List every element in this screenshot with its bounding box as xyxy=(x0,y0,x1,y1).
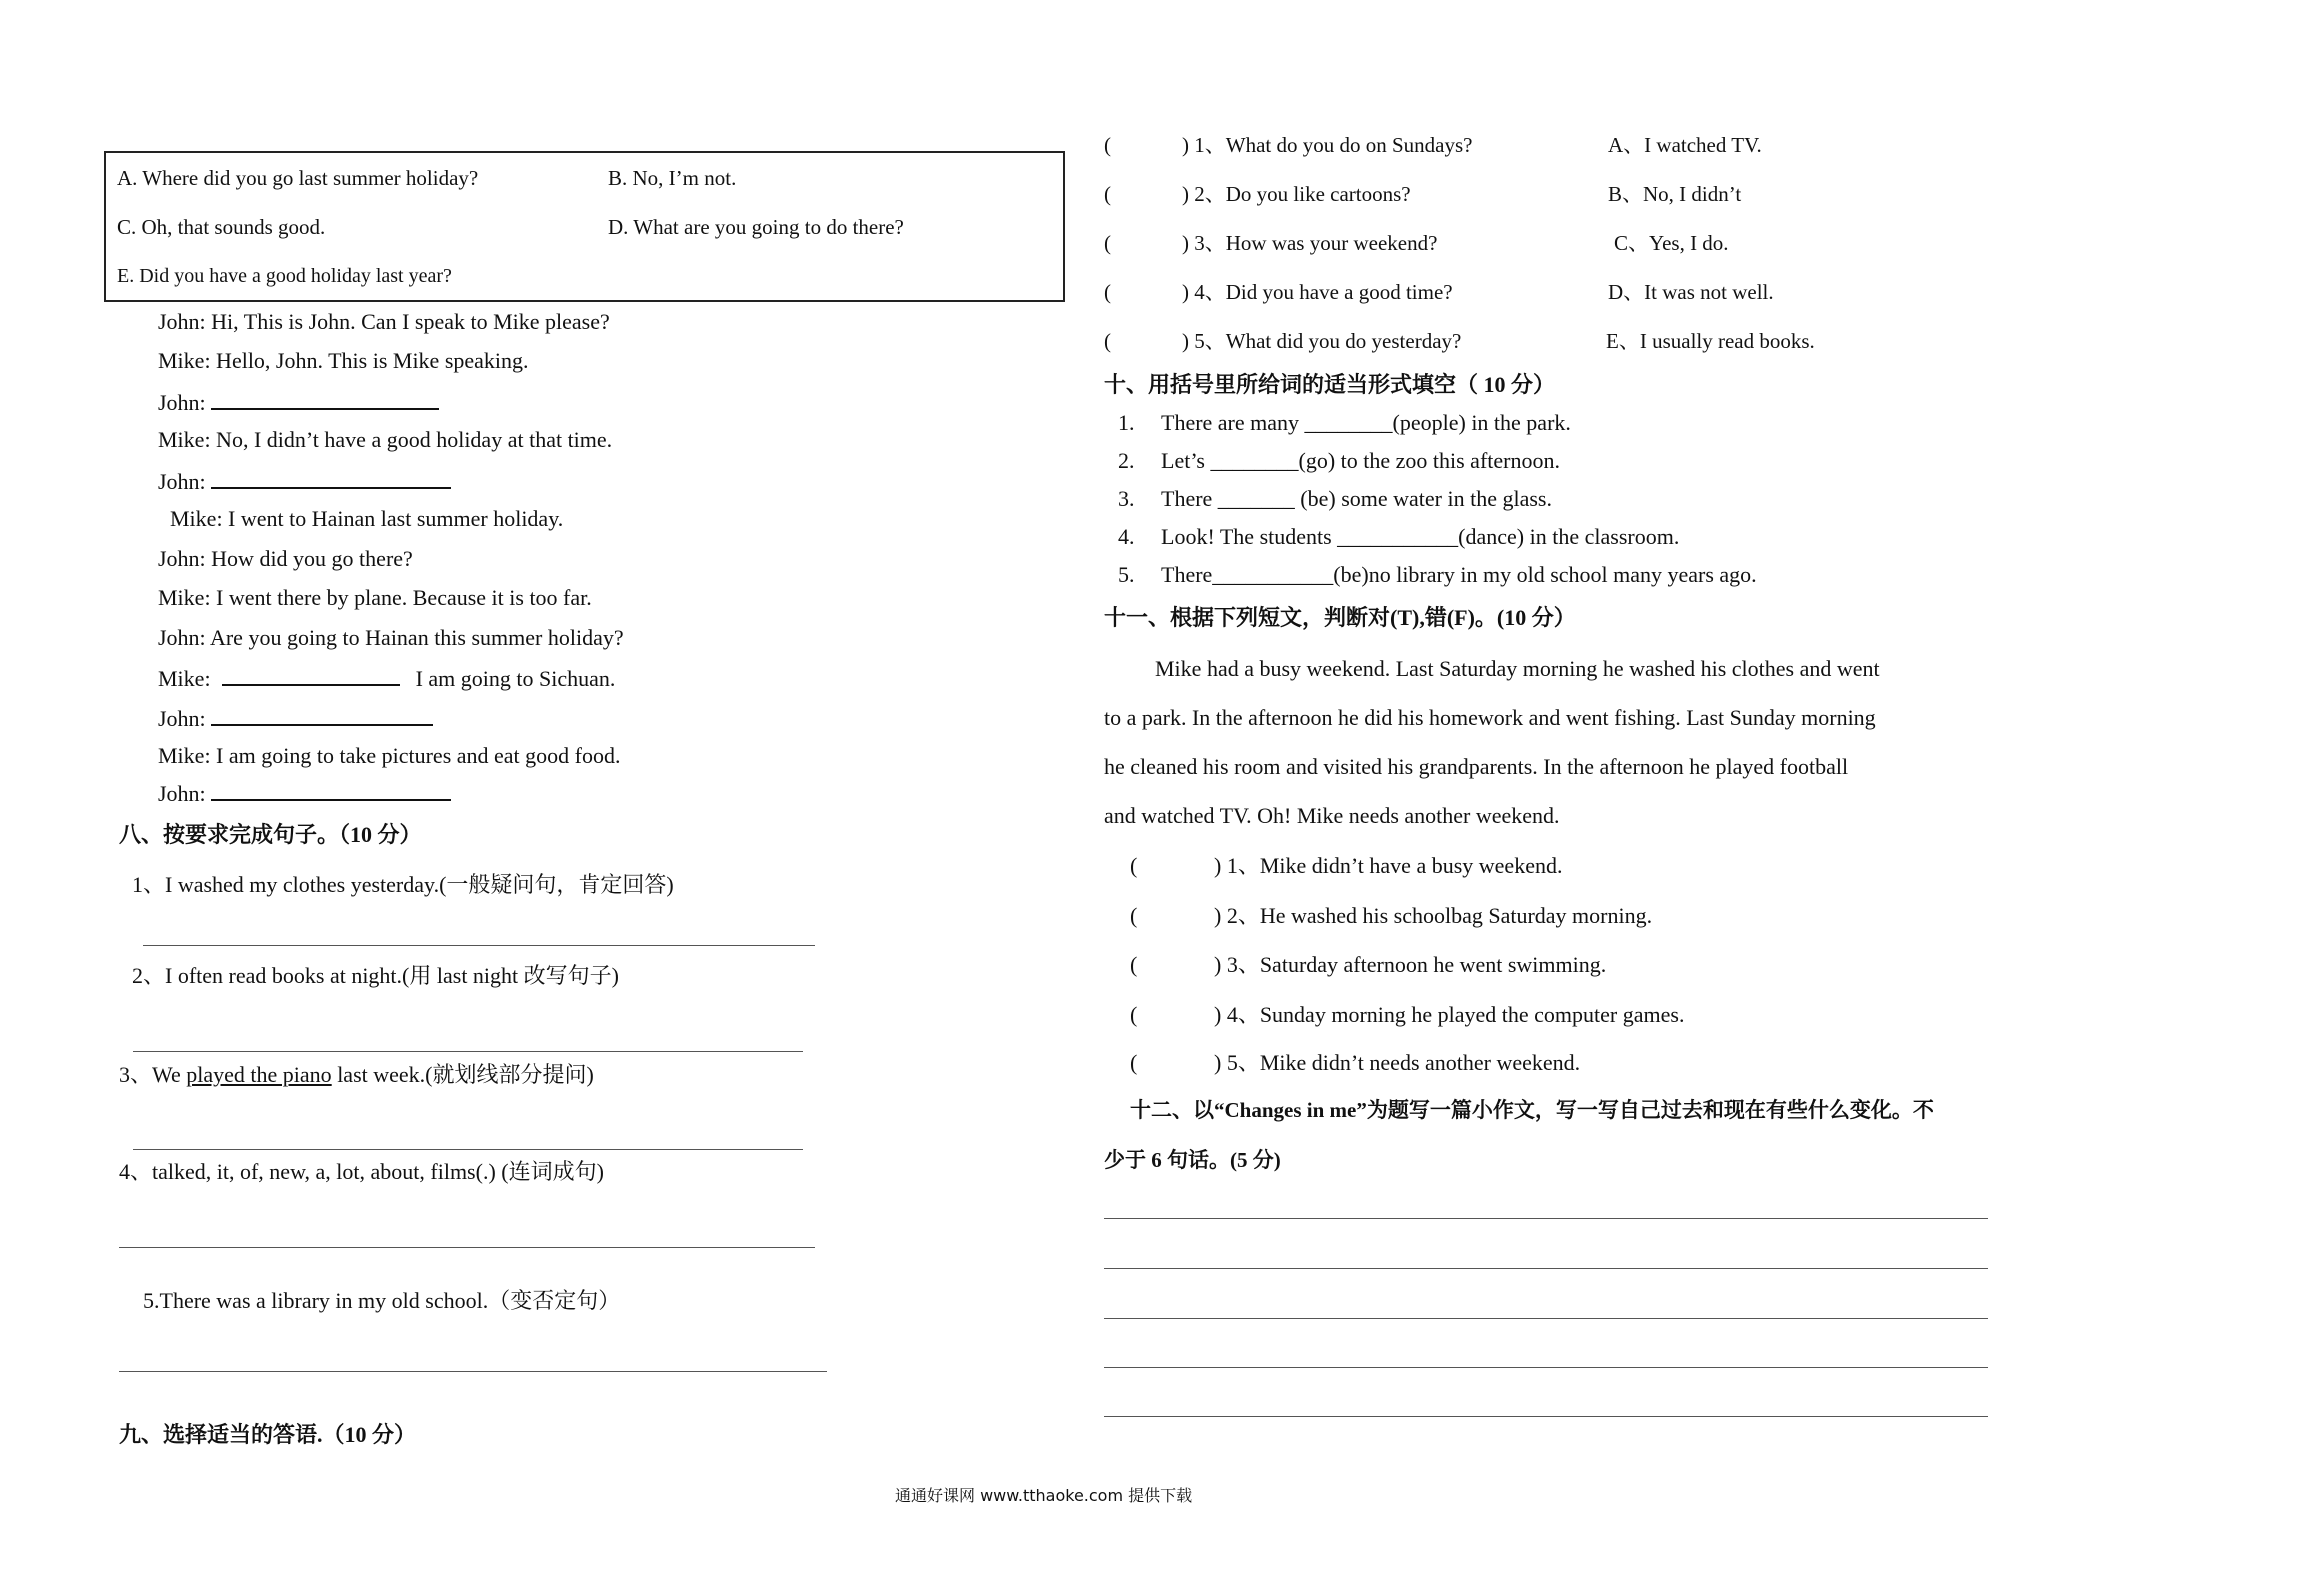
section12-title-line-1: 十二、以“Changes in me”为题写一篇小作文，写一写自己过去和现在有些什么变化。不 xyxy=(1130,1098,1934,1122)
answer-blank[interactable] xyxy=(211,469,451,489)
option-e: E. Did you have a good holiday last year? xyxy=(117,265,452,287)
s9-paren-4: ( xyxy=(1104,280,1111,304)
s9-paren-5: ( xyxy=(1104,329,1111,353)
dialogue-line-10: Mike: I am going to Sichuan. xyxy=(158,666,616,691)
answer-line[interactable] xyxy=(133,1149,803,1150)
s10-item-3: There _______ (be) some water in the glass. xyxy=(1161,486,1552,511)
s10-num-3: 3. xyxy=(1118,486,1135,511)
s10-num-5: 5. xyxy=(1118,562,1135,587)
dialogue-line-4: Mike: No, I didn’t have a good holiday at that time. xyxy=(158,427,613,452)
section8-title: 八、按要求完成句子。（10 分） xyxy=(119,822,422,847)
s11-item-3: ) 3、Saturday afternoon he went swimming. xyxy=(1214,952,1607,977)
s9-answer-c: C、Yes, I do. xyxy=(1614,231,1729,255)
s9-question-4: ) 4、Did you have a good time? xyxy=(1182,280,1453,304)
s9-paren-2: ( xyxy=(1104,182,1111,206)
s9-answer-a: A、I watched TV. xyxy=(1608,133,1762,157)
s11-item-5: ) 5、Mike didn’t needs another weekend. xyxy=(1214,1050,1581,1075)
dialogue-line-13: John: xyxy=(158,781,451,805)
section8-q3: 3、We played the piano last week.(就划线部分提问) xyxy=(119,1062,594,1087)
writing-line[interactable] xyxy=(1104,1416,1988,1417)
dialogue-line-8: Mike: I went there by plane. Because it is too far. xyxy=(158,585,592,610)
dialogue-line-11: John: xyxy=(158,706,433,730)
writing-line[interactable] xyxy=(1104,1367,1988,1368)
s11-paren-5: ( xyxy=(1130,1050,1138,1075)
section9-title: 九、选择适当的答语.（10 分） xyxy=(119,1422,417,1447)
s9-answer-e: E、I usually read books. xyxy=(1606,329,1815,353)
s9-question-5: ) 5、What did you do yesterday? xyxy=(1182,329,1462,353)
answer-line[interactable] xyxy=(119,1371,827,1372)
s9-question-2: ) 2、Do you like cartoons? xyxy=(1182,182,1411,206)
passage-line-1: Mike had a busy weekend. Last Saturday morning he washed his clothes and went xyxy=(1155,656,1880,681)
s10-num-2: 2. xyxy=(1118,448,1135,473)
dialogue-line-6: Mike: I went to Hainan last summer holiday. xyxy=(170,506,564,531)
dialogue-line-9: John: Are you going to Hainan this summer holiday? xyxy=(158,625,624,650)
answer-line[interactable] xyxy=(143,945,815,946)
s11-paren-3: ( xyxy=(1130,952,1138,977)
s9-paren-1: ( xyxy=(1104,133,1111,157)
s11-item-1: ) 1、Mike didn’t have a busy weekend. xyxy=(1214,853,1563,878)
footer-text: 通通好课网 www.tthaoke.com 提供下载 xyxy=(895,1486,1193,1505)
dialogue-line-5: John: xyxy=(158,469,451,493)
option-d: D. What are you going to do there? xyxy=(608,215,904,239)
s10-item-5: There___________(be)no library in my old school many years ago. xyxy=(1161,562,1757,587)
writing-line[interactable] xyxy=(1104,1318,1988,1319)
dialogue-line-2: Mike: Hello, John. This is Mike speaking. xyxy=(158,348,529,373)
section8-q4: 4、talked, it, of, new, a, lot, about, films(.) (连词成句) xyxy=(119,1159,604,1184)
s11-item-4: ) 4、Sunday morning he played the computer games. xyxy=(1214,1002,1685,1027)
s10-item-1: There are many ________(people) in the park. xyxy=(1161,410,1571,435)
s11-paren-4: ( xyxy=(1130,1002,1138,1027)
section11-title: 十一、根据下列短文，判断对(T),错(F)。(10 分） xyxy=(1104,605,1576,630)
dialogue-line-1: John: Hi, This is John. Can I speak to Mike please? xyxy=(158,309,610,334)
dialogue-line-12: Mike: I am going to take pictures and eat good food. xyxy=(158,743,621,768)
answer-blank[interactable] xyxy=(211,781,451,801)
section8-q2: 2、I often read books at night.(用 last night 改写句子) xyxy=(132,963,619,988)
answer-blank[interactable] xyxy=(211,706,433,726)
answer-line[interactable] xyxy=(133,1051,803,1052)
option-b: B. No, I’m not. xyxy=(608,166,737,190)
passage-line-4: and watched TV. Oh! Mike needs another weekend. xyxy=(1104,803,1560,828)
section8-q5: 5.There was a library in my old school.（变否定句） xyxy=(143,1288,621,1313)
writing-line[interactable] xyxy=(1104,1218,1988,1219)
answer-line[interactable] xyxy=(119,1247,815,1248)
s11-paren-2: ( xyxy=(1130,903,1138,928)
section12-title-line-2: 少于 6 句话。(5 分) xyxy=(1104,1148,1281,1172)
s9-answer-b: B、No, I didn’t xyxy=(1608,182,1742,206)
s9-question-1: ) 1、What do you do on Sundays? xyxy=(1182,133,1473,157)
writing-line[interactable] xyxy=(1104,1268,1988,1269)
s9-question-3: ) 3、How was your weekend? xyxy=(1182,231,1438,255)
s10-item-4: Look! The students ___________(dance) in the classroom. xyxy=(1161,524,1680,549)
option-c: C. Oh, that sounds good. xyxy=(117,215,326,239)
dialogue-line-3: John: xyxy=(158,390,439,414)
s11-paren-1: ( xyxy=(1130,853,1138,878)
answer-blank[interactable] xyxy=(211,390,439,410)
s11-item-2: ) 2、He washed his schoolbag Saturday morning. xyxy=(1214,903,1653,928)
passage-line-2: to a park. In the afternoon he did his homework and went fishing. Last Sunday morning xyxy=(1104,705,1876,730)
s9-answer-d: D、It was not well. xyxy=(1608,280,1774,304)
s10-num-1: 1. xyxy=(1118,410,1135,435)
s10-num-4: 4. xyxy=(1118,524,1135,549)
section8-q1: 1、I washed my clothes yesterday.(一般疑问句，肯定回答) xyxy=(132,872,674,897)
answer-blank[interactable] xyxy=(222,666,400,686)
section10-title: 十、用括号里所给词的适当形式填空（ 10 分） xyxy=(1104,372,1556,397)
option-a: A. Where did you go last summer holiday? xyxy=(117,166,479,190)
s9-paren-3: ( xyxy=(1104,231,1111,255)
passage-line-3: he cleaned his room and visited his grandparents. In the afternoon he played football xyxy=(1104,754,1849,779)
s10-item-2: Let’s ________(go) to the zoo this afternoon. xyxy=(1161,448,1560,473)
dialogue-line-7: John: How did you go there? xyxy=(158,546,413,571)
